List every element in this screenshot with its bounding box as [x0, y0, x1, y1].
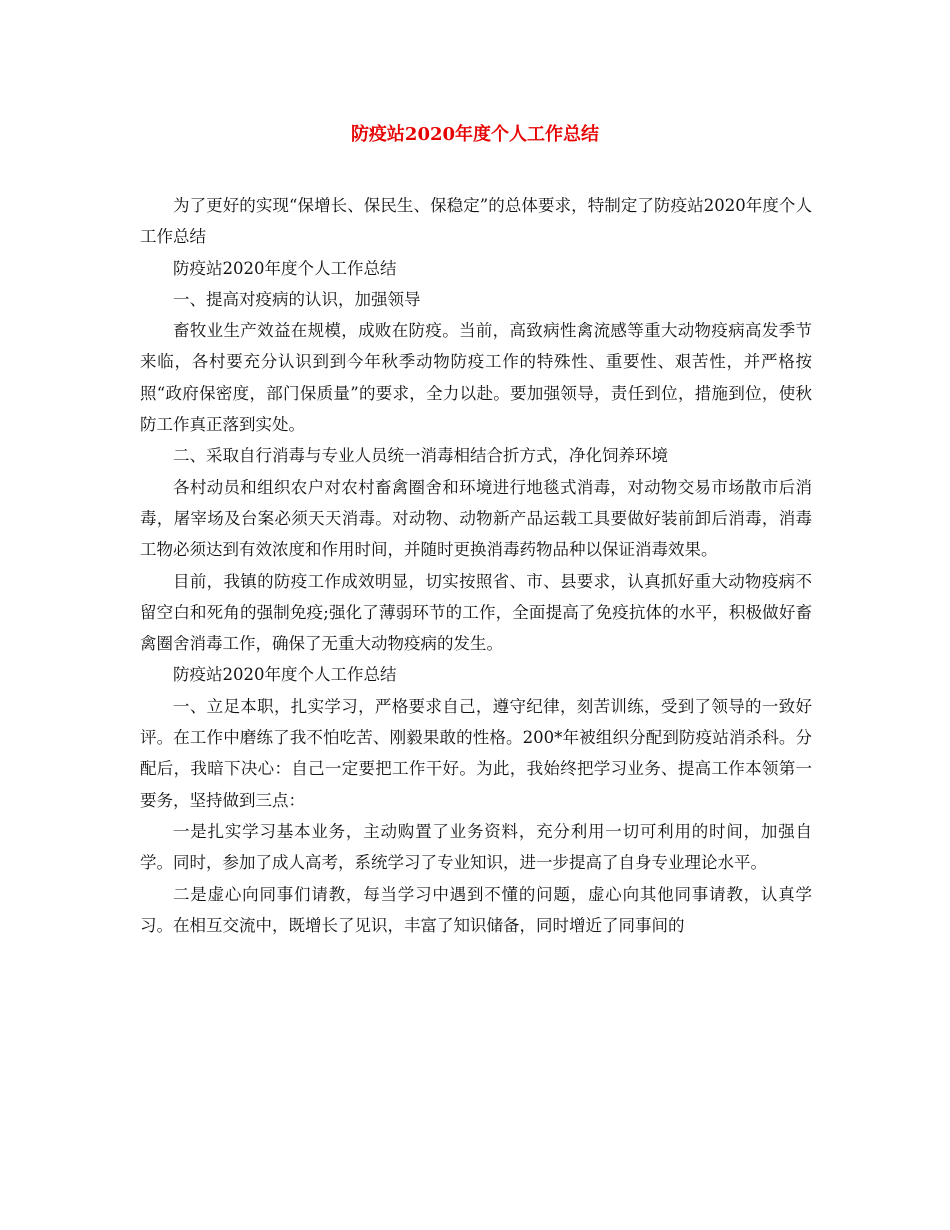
section-heading: 防疫站2020年度个人工作总结 — [173, 665, 397, 685]
paragraph: 目前，我镇的防疫工作成效明显，切实按照省、市、县要求，认真抓好重大动物疫病不留空白和死角的强制免疫;强化了薄弱环节的工作，全面提高了免疫抗体的水平，积极做好畜禽圈舍消毒工作，确保了无重大动物疫病的发生。 — [140, 571, 812, 654]
paragraph: 一、立足本职，扎实学习，严格要求自己，遵守纪律，刻苦训练，受到了领导的一致好评。在工作中磨练了我不怕吃苦、刚毅果敢的性格。200*年被组织分配到防疫站消杀科。分配后，我暗下决心：自己一定要把工作干好。为此，我始终把学习业务、提高工作本领第一要务，坚持做到三点： — [140, 696, 812, 810]
paragraph: 畜牧业生产效益在规模，成败在防疫。当前，高致病性禽流感等重大动物疫病高发季节来临，各村要充分认识到到今年秋季动物防疫工作的特殊性、重要性、艰苦性，并严格按照“政府保密度，部门保质量”的要求，全力以赴。要加强领导，责任到位，措施到位，使秋防工作真正落到实处。 — [140, 321, 812, 435]
subheading: 二、采取自行消毒与专业人员统一消毒相结合折方式，净化饲养环境 — [173, 446, 668, 466]
paragraph: 一是扎实学习基本业务，主动购置了业务资料，充分利用一切可利用的时间，加强自学。同时，参加了成人高考，系统学习了专业知识，进一步提高了自身专业理论水平。 — [140, 821, 812, 873]
subheading: 一、提高对疫病的认识，加强领导 — [173, 289, 421, 309]
paragraph-intro: 为了更好的实现“保增长、保民生、保稳定”的总体要求，特制定了防疫站2020年度个人工作总结 — [140, 196, 812, 247]
section-heading: 防疫站2020年度个人工作总结 — [173, 258, 397, 278]
document-body — [140, 190, 812, 941]
paragraph: 二是虚心向同事们请教，每当学习中遇到不懂的问题，虚心向其他同事请教，认真学习。在相互交流中，既增长了见识，丰富了知识储备，同时增近了同事间的 — [140, 884, 812, 935]
paragraph: 各村动员和组织农户对农村畜禽圈舍和环境进行地毯式消毒，对动物交易市场散市后消毒，屠宰场及台案必须天天消毒。对动物、动物新产品运载工具要做好装前卸后消毒，消毒工物必须达到有效浓度和作用时间，并随时更换消毒药物品种以保证消毒效果。 — [140, 477, 812, 560]
document-title: 防疫站2020年度个人工作总结 — [350, 124, 600, 145]
